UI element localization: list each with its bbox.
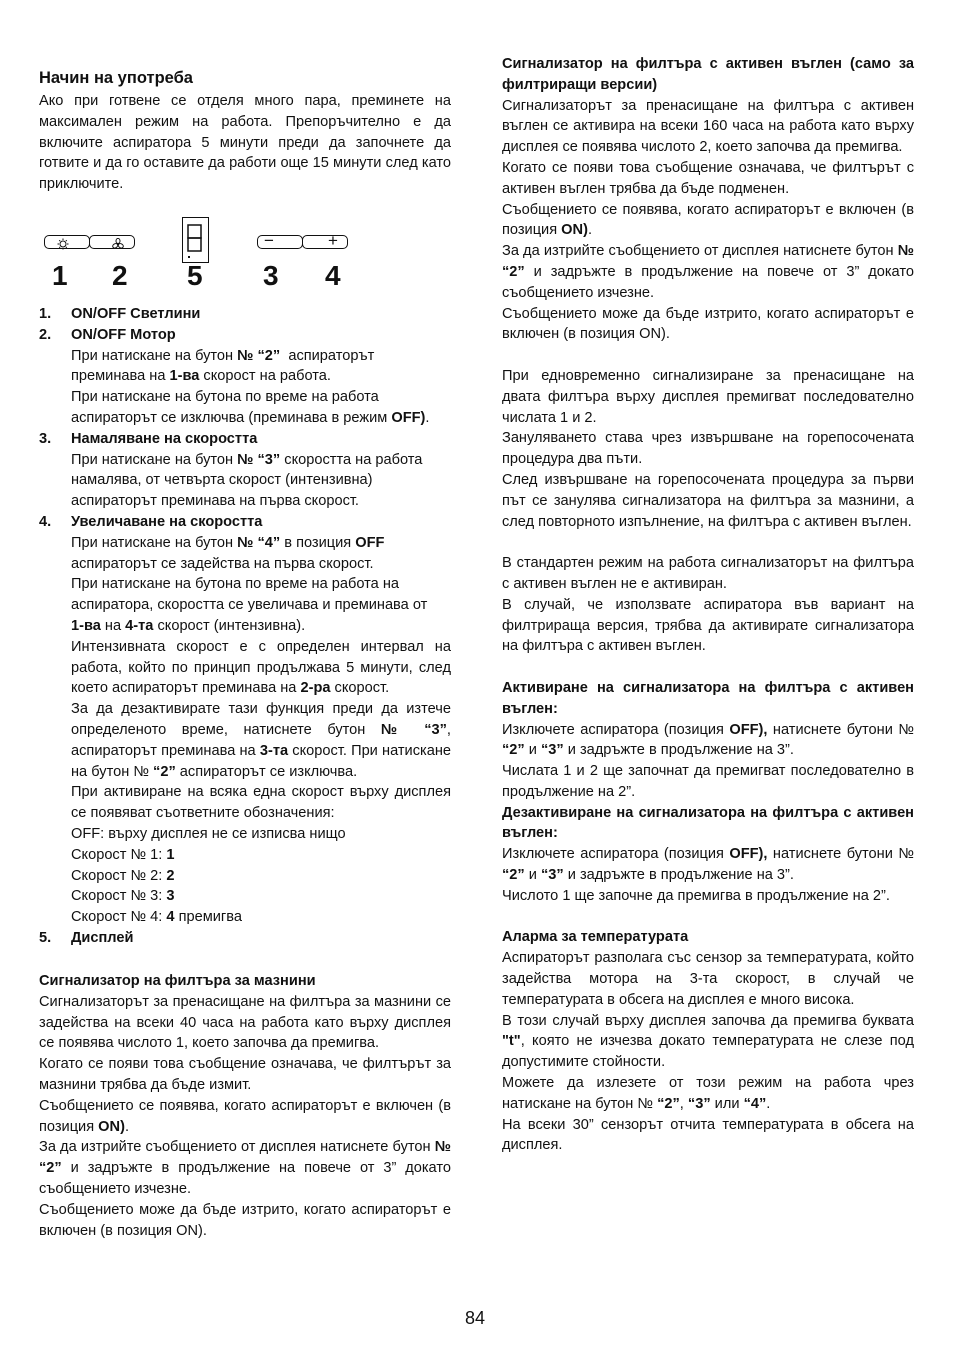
- usage-title: Начин на употреба: [39, 69, 193, 87]
- list-title: Дисплей: [71, 929, 134, 946]
- grease-filter-title: Сигнализатор на филтъра за мазнини: [39, 973, 316, 989]
- list-item-3: [39, 429, 451, 450]
- usage-intro: Ако при готвене се отделя много пара, преминете на максимален режим на работа. Препоръчително е да включите аспиратора 5 минути преди да започнете да готвите и да го оставите да работи още 15 минути след като приключите.: [39, 93, 451, 193]
- light-icon: [45, 238, 89, 250]
- list-number: 4.: [39, 513, 52, 530]
- light-fan-button-pair: [44, 235, 134, 249]
- minus-icon: −: [264, 231, 274, 250]
- page-number: 84: [465, 1308, 486, 1328]
- list-number: 5.: [39, 929, 52, 946]
- list-number: 1.: [39, 306, 52, 322]
- panel-number-5: 5: [187, 260, 203, 291]
- list-item-4: [39, 512, 451, 533]
- list-title: ON/OFF Мотор: [71, 326, 176, 343]
- plus-icon: +: [328, 231, 338, 250]
- panel-number-1: 1: [52, 260, 68, 291]
- list-item-5: [39, 928, 451, 949]
- list-title: ON/OFF Светлини: [71, 306, 201, 322]
- grease-filter-section: Сигнализатор на филтъра за мазнини Сигнализаторът за пренасищане на филтъра за мазнини се задейства на всеки 40 часа на работа като върху дисплея се появява числото 1, което започва да премигва. Когато се появи това съобщение означава, че филтърът за мазнини трябва да бъде измит. Съобщението се появява, когато аспираторът е включен (в позиция ON). За да изтрийте съобщението от дисплея натиснете бутон № “2” и задръжте в продължение на повече от 3” докато съобщението изчезне. Съобщението може да бъде изтрито, когато аспираторът е включен (в позиция ON).: [39, 973, 451, 1239]
- fan-button[interactable]: [89, 235, 135, 249]
- light-button[interactable]: [44, 235, 90, 249]
- minus-plus-button-pair: [257, 231, 347, 250]
- carbon-filter-section: Сигнализатор на филтъра с активен въглен (само за филтриращи версии) Сигнализаторът за пренасищане на филтъра с активен въглен се активира на всеки 160 часа на работа като върху дисплея се появява числото 2, което започва да премигва. Когато се появи това съобщение означава, че филтърът с активен въглен трябва да бъде подменен. Съобщението се появява, когато аспираторът е включен (в позиция ON). За да изтрийте съобщението от дисплея натиснете бутон № “2” и задръжте в продължение на повече от 3” докато съобщението изчезне. Съобщението може да бъде изтрито, когато аспираторът е включен (в позиция ON). При едновременно сигнализиране за пренасищане на двата филтъра върху дисплея премигват последователно числата 1 и 2. Зануляването става чрез извършване на горепосочената процедура два пъти. След извършване на горепосочената процедура за първи път се занулява сигнализатора на филтъра за мазнини, а след повторното изпълнение, на филтъра с активен въглен. В стандартен режим на работа сигнализаторът на филтъра с активен въглен не е активиран. В случай, че използвате аспиратора във вариант на филтрираща версия, трябва да активирате сигнализатора на филтъра с активен въглен. Активиране на сигнализатора на филтъра с активен въглен: Изключете аспиратора (позиция OFF), натиснете бутони № “2” и “3” и задръжте в продължение на 3”. Числата 1 и 2 ще започнат да премигват последователно в продължение на 2”. Дезактивиране на сигнализатора на филтъра с активен въглен: Изключете аспиратора (позиция OFF), натиснете бутони № “2” и “3” и задръжте в продължение на 3”. Числото 1 ще започне да премигва в продължение на 2”. Аларма за температурата Аспираторът разполага със сензор за температурата, който задейства мотора на 3-та скорост, в случай че температурата в обсега на дисплея е много висока. В този случай върху дисплея започва да премигва буквата "t", която не изчезва докато температурата не слезе под допустимите стойности. Можете да излезете от този режим на работа чрез натискане на бутон № “2”, “3” или “4”. На всеки 30” сензорът отчита температурата в обсега на дисплея.: [502, 56, 914, 1154]
- list-number: 3.: [39, 430, 52, 447]
- controls-list: [39, 304, 451, 949]
- minus-button[interactable]: [257, 231, 303, 250]
- list-item-2: [39, 325, 451, 346]
- deactivate-title: Дезактивиране на сигнализатора на филтъра с активен въглен:: [502, 804, 914, 842]
- list-number: 2.: [39, 326, 52, 343]
- list-title: Увеличаване на скоростта: [71, 513, 263, 530]
- list-item-1: [39, 304, 451, 325]
- panel-number-3: 3: [263, 260, 279, 291]
- panel-number-4: 4: [325, 260, 341, 291]
- fan-icon: [90, 238, 134, 250]
- list-item-3-body: При натискане на бутон № “3” скоростта на работа намалява, от четвърта скорост (интензивна) аспираторът преминава на първа скорост.: [71, 451, 423, 510]
- list-item-2-body: При натискане на бутон № “2” аспираторът преминава на 1-ва скорост на работа. При натискане на бутона по време на работа аспираторът се изключва (преминава в режим OFF).: [71, 347, 430, 426]
- carbon-filter-title: Сигнализатор на филтъра с активен въглен (само за филтриращи версии): [502, 56, 914, 93]
- digit-display-icon: [182, 217, 209, 263]
- plus-button[interactable]: [302, 231, 348, 250]
- activate-title: Активиране на сигнализатора на филтъра с активен въглен:: [502, 679, 914, 717]
- list-title: Намаляване на скоростта: [71, 430, 258, 447]
- panel-number-2: 2: [112, 260, 128, 291]
- list-item-4-body: При натискане на бутон № “4” в позиция OFF аспираторът се задейства на първа скорост. При натискане на бутона по време на работа на аспиратора, скоростта се увеличава и преминава от 1-ва на 4-та скорост (интензивна). Интензивната скорост е с определен интервал на работа, който по принцип продължава 5 минути, след което аспираторът преминава на 2-ра скорост. За да дезактивирате тази функция преди да изтече определеното време, натиснете бутон № “3”, аспираторът преминава на 3-та скорост. При натискане на бутон № “2” аспираторът се изключва. При активиране на всяка една скорост върху дисплея се появяват съответните обозначения: OFF: върху дисплея не се изписва нищо Скорост № 1: 1 Скорост № 2: 2 Скорост № 3: 3 Скорост № 4: 4 премигва: [71, 534, 451, 926]
- temperature-alarm-title: Аларма за температурата: [502, 929, 689, 946]
